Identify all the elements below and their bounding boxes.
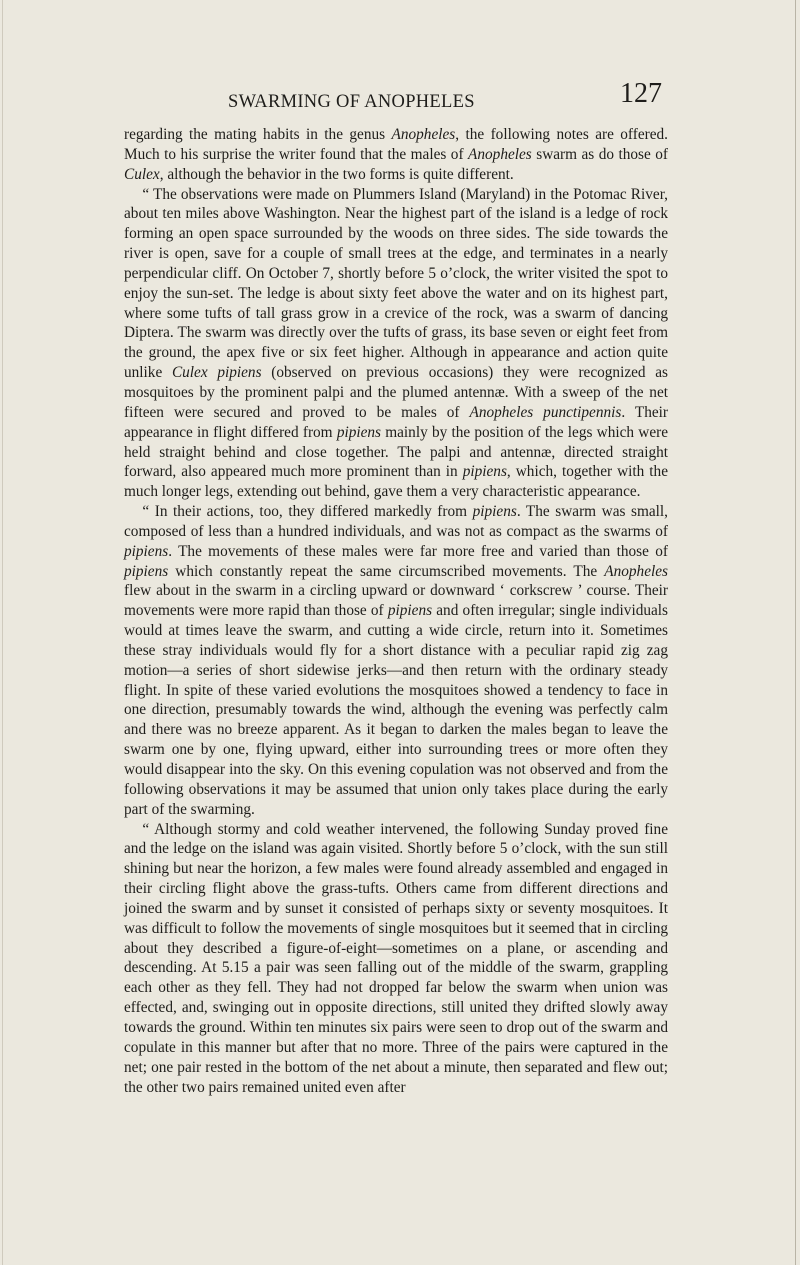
- text-run: regarding the mating habits in the genus: [124, 126, 392, 143]
- text-run: “ Although stormy and cold weather intervened, the following Sunday proved fine and the ledge on the island was again visited. Shortly before 5 o’clock, with the sun still shining but near the horizon, a few males were found already assembled and engaged in their circling flight above the grass-tufts. Others came from different directions and joined the swarm and by sunset it consisted of perhaps sixty or seventy mosquitoes. It was difficult to follow the movements of single mosquitoes but it seemed that in circling about they described a figure-of-eight—sometimes on a plane, or ascending and descending. At 5.15 a pair was seen falling out of the middle of the swarm, grappling each other as they fell. They had not dropped far below the swarm when union was effected, and, swinging out in opposite directions, still united they drifted slowly away towards the ground. Within ten minutes six pairs were seen to drop out of the swarm and copulate in this manner but after that no more. Three of the pairs were captured in the net; one pair rested in the bottom of the net about a minute, then separated and flew out; the other two pairs remained united even after: [124, 820, 668, 1096]
- page-header: [0, 76, 800, 116]
- page-gutter-line: [2, 0, 3, 1265]
- text-run: and often irregular; single individuals would at times leave the swarm, and cutting a wide circle, return into it. Sometimes these stray individuals would fly for a short distance with a peculiar rapid zig zag motion—a series of short sidewise jerks—and then return with the ordinary steady flight. In spite of these varied evolutions the mosquitoes showed a tendency to face in one direction, presumably towards the wind, although the evening was perfectly calm and there was no breeze apparent. As it began to darken the males began to leave the swarm one by one, flying upward, either into surrounding trees or more often they would disappear into the sky. On this evening copulation was not observed and from the following observations it may be assumed that union only takes place during the early part of the swarming.: [124, 602, 668, 818]
- text-run: (observed on previous occasions) they were recognized as mosquitoes by the prominent palpi and the plumed antennæ. With a sweep of the net fifteen were secured and proved to be males of: [124, 364, 669, 421]
- italic-term: pipiens: [124, 542, 169, 560]
- italic-term: Culex: [124, 165, 160, 183]
- page-number: 127: [620, 78, 662, 109]
- italic-term: pipiens: [387, 602, 433, 620]
- text-run: swarm as do those of: [531, 145, 668, 163]
- running-head: SWARMING OF ANOPHELES: [228, 92, 475, 112]
- italic-term: pipiens: [336, 423, 382, 441]
- page-edge-line: [795, 0, 796, 1265]
- text-run: “ In their actions, too, they differed markedly from: [142, 503, 473, 521]
- text-run: . Their appearance in flight differed from: [124, 403, 668, 441]
- italic-term: Anopheles: [468, 145, 532, 163]
- italic-term: pipiens: [124, 562, 169, 580]
- text-run: which constantly repeat the same circumscribed movements. The: [168, 562, 605, 580]
- italic-term: Anopheles: [391, 126, 456, 143]
- italic-term: Anopheles punctipennis: [469, 403, 622, 421]
- paragraph: [124, 185, 668, 503]
- italic-term: Anopheles: [604, 562, 668, 580]
- text-run: , although the behavior in the two forms is quite different.: [159, 165, 514, 183]
- text-run: . The swarm was small, composed of less than a hundred individuals, and was not as compact as the swarms of: [124, 503, 668, 540]
- text-run: , which, together with the much longer legs, extending out behind, gave them a very characteristic appearance.: [124, 463, 668, 501]
- paragraph: [124, 502, 668, 820]
- text-run: mainly by the position of the legs which were held straight behind and close together. The palpi and antennæ, directed straight forward, also appeared much more prominent than in: [124, 423, 668, 481]
- text-run: , the following notes are offered. Much to his surprise the writer found that the males of: [124, 126, 668, 163]
- text-run: . The movements of these males were far more free and varied than those of: [168, 542, 668, 560]
- paragraph: [124, 125, 668, 185]
- paragraph: [124, 820, 668, 1098]
- body-text: [124, 125, 668, 1097]
- italic-term: pipiens: [462, 463, 507, 481]
- text-run: “ The observations were made on Plummers Island (Maryland) in the Potomac River, about ten miles above Washington. Near the highest part of the island is a ledge of rock forming an open space surrounded by the woods on three sides. The side towards the river is open, save for a couple of small trees at the edge, and terminates in a nearly perpendicular cliff. On October 7, shortly before 5 o’clock, the writer visited the spot to enjoy the sun-set. The ledge is about sixty feet above the water and on its highest part, where some tufts of tall grass grow in a crevice of the rock, was a swarm of dancing Diptera. The swarm was directly over the tufts of grass, its base seven or eight feet from the ground, the apex five or six feet higher. Although in appearance and action quite unlike: [124, 185, 668, 382]
- text-run: flew about in the swarm in a circling upward or downward ‘ corkscrew ’ course. Their movements were more rapid than those of: [124, 582, 668, 620]
- italic-term: Culex pipiens: [171, 364, 262, 382]
- italic-term: pipiens: [472, 503, 517, 521]
